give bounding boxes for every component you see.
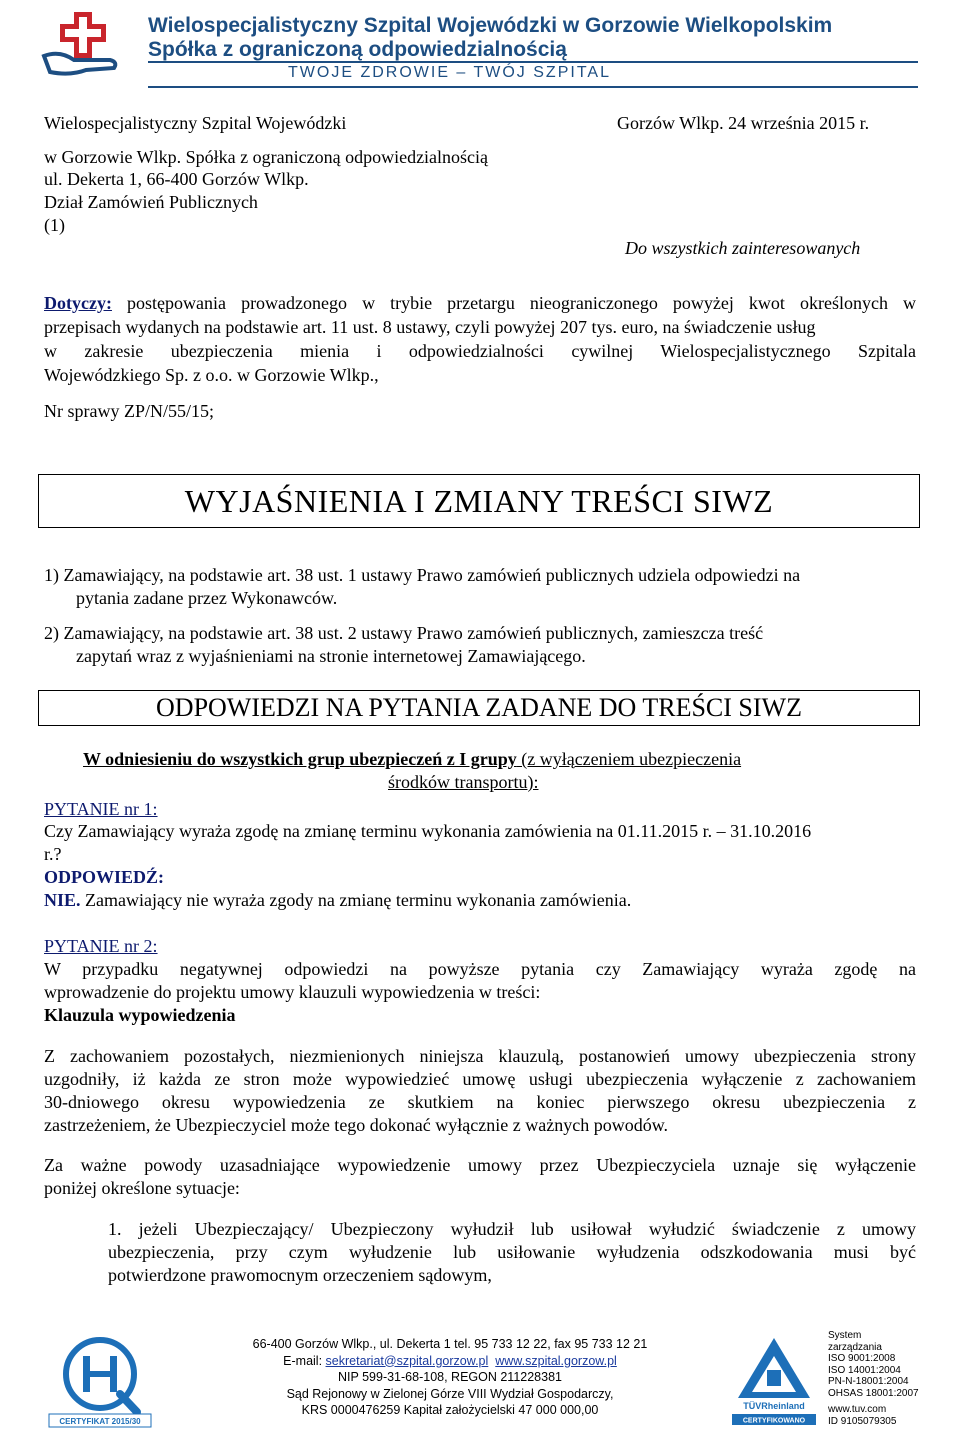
hospital-logo-icon	[40, 10, 140, 80]
hospital-name-line2: Spółka z ograniczoną odpowiedzialnością	[148, 38, 567, 61]
quality-certificate-logo	[45, 1334, 155, 1428]
subject-text1: postępowania prowadzonego w trybie przetargu nieograniczonego powyżej kwot określonych w	[127, 293, 917, 313]
para1-line2: uzgodniły, iż każda ze stron może wypowiedzieć umowę usługi ubezpieczenia wyłączenie z zachowaniem	[44, 1069, 916, 1089]
footer-address: 66-400 Gorzów Wlkp., ul. Dekerta 1 tel. 95 733 12 22, fax 95 733 12 21	[252, 1337, 648, 1351]
answer1-bold: NIE.	[44, 890, 81, 910]
subject-line3: w zakresie ubezpieczenia mienia i odpowiedzialności cywilnej Wielospecjalistycznego Szpitala	[44, 341, 916, 361]
para1-line1: Z zachowaniem pozostałych, niezmienionych niniejsza klauzulą, postanowień umowy ubezpieczenia strony	[44, 1046, 916, 1066]
subject-line1	[44, 292, 916, 315]
hospital-name-line1: Wielospecjalistyczny Szpital Wojewódzki w Gorzowie Wielkopolskim	[148, 14, 833, 37]
para2-line2: poniżej określone sytuacje:	[44, 1178, 240, 1198]
tuv-badge: CERTYFIKOWANO	[742, 1417, 806, 1425]
para1-line3: 30-dniowego okresu wypowiedzenia ze skutkiem na koniec pierwszego okresu ubezpieczenia z	[44, 1092, 916, 1112]
tuv-rheinland-logo	[730, 1334, 818, 1426]
footer-nip: NIP 599-31-68-108, REGON 211228381	[338, 1370, 562, 1384]
subject-label: Dotyczy:	[44, 293, 112, 313]
hospital-slogan: TWOJE ZDROWIE – TWÓJ SZPITAL	[288, 64, 611, 81]
footer-court: Sąd Rejonowy w Zielonej Górze VIII Wydział Gospodarczy,	[286, 1386, 614, 1401]
tuv-info	[828, 1404, 896, 1427]
groups-heading-normal: (z wyłączeniem ubezpieczenia	[516, 749, 742, 769]
footer-contact	[230, 1336, 670, 1419]
para1-line4: zastrzeżeniem, że Ubezpieczyciel może tego dokonać wyłącznie z ważnych powodów.	[44, 1115, 669, 1135]
answer1-text	[44, 889, 631, 912]
groups-heading-line1	[83, 748, 741, 771]
tuv-website: www.tuv.com	[828, 1404, 887, 1415]
tuv-id: ID 9105079305	[828, 1415, 897, 1427]
sender-line4: Dział Zamówień Publicznych	[44, 192, 258, 212]
point1-line2: pytania zadane przez Wykonawców.	[76, 588, 338, 608]
answers-title: ODPOWIEDZI NA PYTANIA ZADANE DO TREŚCI SIWZ	[38, 690, 920, 726]
case-number: Nr sprawy ZP/N/55/15;	[44, 401, 214, 421]
question1-label: PYTANIE nr 1:	[44, 799, 158, 819]
email-label: E-mail:	[283, 1353, 326, 1368]
answer1-label: ODPOWIEDŹ:	[44, 867, 165, 887]
cert-label: CERTYFIKAT 2015/30	[59, 1417, 141, 1426]
main-title: WYJAŚNIENIA I ZMIANY TREŚCI SIWZ	[38, 474, 920, 528]
iso-certifications: System zarządzania ISO 9001:2008 ISO 14001:2004 PN-N-18001:2004 OHSAS 18001:2007	[828, 1330, 919, 1399]
groups-heading-line2: środków transportu):	[388, 772, 539, 792]
header-divider-bottom	[148, 86, 918, 88]
point1-line1: 1) Zamawiający, na podstawie art. 38 ust. 1 ustawy Prawo zamówień publicznych udziela odpowiedzi na	[44, 565, 801, 585]
point2-line1: 2) Zamawiający, na podstawie art. 38 ust. 2 ustawy Prawo zamówień publicznych, zamieszcza treść	[44, 623, 764, 643]
question2-line1: W przypadku negatywnej odpowiedzi na powyższe pytania czy Zamawiający wyraża zgodę na	[44, 959, 916, 979]
item1-line1: 1. jeżeli Ubezpieczający/ Ubezpieczony wyłudził lub usiłował wyłudzić świadczenie z umowy	[108, 1219, 916, 1239]
item1-line3: potwierdzone prawomocnym orzeczeniem sądowym,	[108, 1265, 492, 1285]
sender-line2: w Gorzowie Wlkp. Spółka z ograniczoną odpowiedzialnością	[44, 147, 489, 167]
subject-line2: przepisach wydanych na podstawie art. 11 ust. 8 ustawy, czyli powyżej 207 tys. euro, na świadczenie usług	[44, 317, 816, 337]
tuv-brand: TÜVRheinland	[743, 1401, 805, 1411]
header-divider	[148, 61, 918, 63]
question2-line2: wprowadzenie do projektu umowy klauzuli wypowiedzenia w treści:	[44, 982, 541, 1002]
question2-label: PYTANIE nr 2:	[44, 936, 158, 956]
sender-line1: Wielospecjalistyczny Szpital Wojewódzki	[44, 113, 347, 133]
footer-krs: KRS 0000476259 Kapitał założycielski 47 000 000,00	[301, 1403, 599, 1417]
point2-line2: zapytań wraz z wyjaśnieniami na stronie internetowej Zamawiającego.	[76, 646, 586, 666]
clause-title: Klauzula wypowiedzenia	[44, 1005, 236, 1025]
para2-line1: Za ważne powody uzasadniające wypowiedzenie umowy przez Ubezpieczyciela uznaje się wyłączenie	[44, 1155, 916, 1175]
footer-email-line	[230, 1353, 670, 1370]
item1-line2: ubezpieczenia, przy czym wyłudzenie lub usiłowanie wyłudzenia odszkodowania musi być	[108, 1242, 916, 1262]
question1-line2: r.?	[44, 844, 62, 864]
letter-date: Gorzów Wlkp. 24 września 2015 r.	[617, 113, 870, 133]
sender-line3: ul. Dekerta 1, 66-400 Gorzów Wlkp.	[44, 169, 309, 189]
question1-line1: Czy Zamawiający wyraża zgodę na zmianę terminu wykonania zamówienia na 01.11.2015 r. – 31.10.2016	[44, 821, 812, 841]
groups-heading-bold: W odniesieniu do wszystkich grup ubezpieczeń z I grupy	[83, 749, 517, 769]
website-link[interactable]: www.szpital.gorzow.pl	[495, 1353, 617, 1368]
recipient: Do wszystkich zainteresowanych	[625, 238, 861, 258]
answer1-normal: Zamawiający nie wyraża zgody na zmianę terminu wykonania zamówienia.	[80, 890, 632, 910]
email-link[interactable]: sekretariat@szpital.gorzow.pl	[325, 1353, 489, 1368]
subject-line4: Wojewódzkiego Sp. z o.o. w Gorzowie Wlkp.,	[44, 365, 379, 385]
sender-line5: (1)	[44, 215, 65, 235]
